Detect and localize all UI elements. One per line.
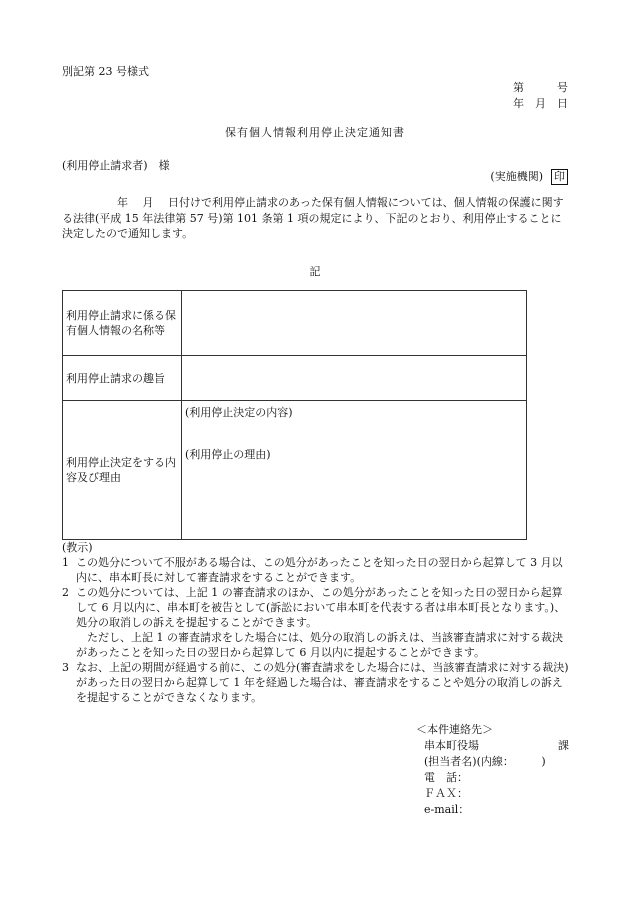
decision-reason-label: (利用停止の理由) <box>185 448 271 461</box>
issuing-agency <box>490 169 568 185</box>
list-item <box>62 555 572 585</box>
item-number: 2 <box>62 586 69 599</box>
item-text: ただし、上記 1 の審査請求をした場合には、処分の取消しの訴えは、当該審査請求に対する裁決があったことを知った日の翌日から起算して 6 月以内に提起することができます。 <box>76 631 563 659</box>
row-value-request-purpose <box>182 356 527 401</box>
date-block <box>513 80 568 112</box>
contact-section: 課 <box>558 739 569 752</box>
decision-table <box>62 290 527 540</box>
row-value-info-name <box>182 291 527 356</box>
list-item <box>62 630 572 660</box>
contact-office: 串本町役場 <box>424 739 479 752</box>
contact-block <box>416 722 569 818</box>
contact-office-row <box>416 738 569 754</box>
list-item <box>62 660 572 705</box>
agency-label: (実施機関) <box>490 170 543 183</box>
row-label-request-purpose: 利用停止請求の趣旨 <box>63 356 182 401</box>
item-text: この処分については、上記 1 の審査請求のほか、この処分があったことを知った日の翌日から起算して 6 月以内に、串本町を被告として(訴訟において串本町を代表する者は串本町長となります。)、処分の取消しの訴えを提起することができます。 <box>76 586 566 629</box>
list-item <box>62 585 572 630</box>
table-row <box>63 291 527 356</box>
row-label-decision: 利用停止決定をする内容及び理由 <box>63 401 182 540</box>
document-title: 保有個人情報利用停止決定通知書 <box>225 126 405 139</box>
notice-list <box>62 555 572 705</box>
item-text: この処分について不服がある場合は、この処分があったことを知った日の翌日から起算して 3 月以内に、串本町長に対して審査請求をすることができます。 <box>76 556 563 584</box>
body-text: 年 月 日付けで利用停止請求のあった保有個人情報については、個人情報の保護に関する法律(平成 15 年法律第 57 号)第 101 条第 1 項の規定により、下記のとおり、利用停止することに決定したので通知します。 <box>62 196 564 240</box>
item-number: 3 <box>62 661 69 674</box>
document-date: 年 月 日 <box>513 97 568 110</box>
row-label-info-name: 利用停止請求に係る保有個人情報の名称等 <box>63 291 182 356</box>
row-value-decision <box>182 401 527 540</box>
contact-fax: ＦＡＸ： <box>424 787 468 800</box>
contact-phone: 電 話： <box>424 771 468 784</box>
notice-heading: (教示) <box>62 541 93 554</box>
contact-person: (担当者名)(内線： ) <box>424 755 546 768</box>
document-number: 第 号 <box>513 81 568 94</box>
item-number: 1 <box>62 556 69 569</box>
decision-content-label: (利用停止決定の内容) <box>185 406 293 419</box>
contact-heading: ＜本件連絡先＞ <box>416 723 493 736</box>
recipient: (利用停止請求者) 様 <box>62 159 170 172</box>
form-number: 別記第 23 号様式 <box>62 65 149 78</box>
table-row <box>63 356 527 401</box>
item-text: なお、上記の期間が経過する前に、この処分(審査請求をした場合には、当該審査請求に対する裁決)があった日の翌日から起算して 1 年を経過した場合は、審査請求をすることや処分の取消しの訴えを提起することができなくなります。 <box>76 661 569 704</box>
contact-email: e-mail： <box>424 803 470 816</box>
table-row <box>63 401 527 540</box>
ki-heading: 記 <box>309 265 321 278</box>
seal-mark: 印 <box>551 169 568 185</box>
